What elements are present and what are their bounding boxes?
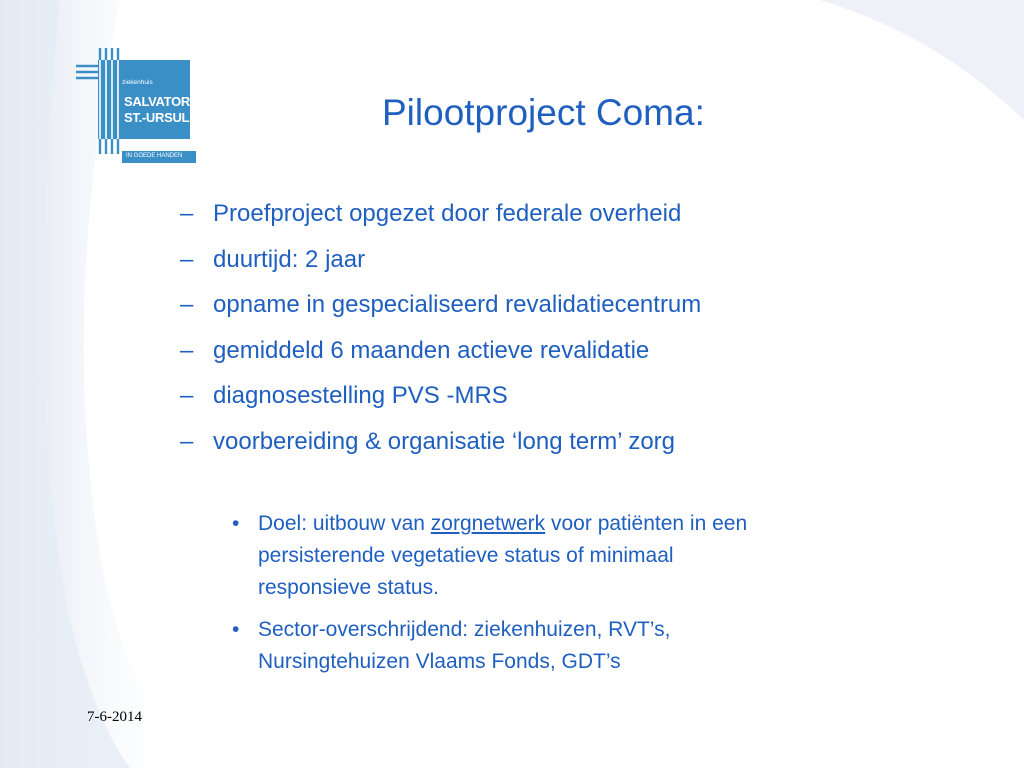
hospital-logo (70, 42, 200, 164)
logo-tagline: IN GOEDE HANDEN (126, 153, 183, 159)
list-item (180, 242, 701, 288)
list-item-text: voorbereiding & organisatie ‘long term’ zorg (213, 427, 676, 455)
zorgnetwerk-link[interactable]: zorgnetwerk (430, 512, 546, 535)
list-item (232, 614, 747, 678)
slide-date: 7-6-2014 (87, 709, 142, 725)
bullet-text-segment: voor patiënten in een (545, 512, 748, 535)
logo-name-line2: ST.-URSULA (124, 110, 199, 125)
bullet-text-line (258, 508, 747, 540)
list-item-text: duurtijd: 2 jaar (213, 245, 366, 273)
dash-marker: – (180, 427, 194, 455)
list-item-text: opname in gespecialiseerd revalidatiecentrum (213, 291, 702, 318)
list-item (180, 196, 701, 242)
dash-marker: – (180, 291, 194, 318)
list-item (180, 287, 701, 333)
dash-marker: – (180, 200, 194, 227)
bullet-text-line: Nursingtehuizen Vlaams Fonds, GDT’s (258, 650, 621, 673)
list-item (180, 378, 701, 424)
bullet-list (232, 508, 747, 688)
list-item-text: Proefproject opgezet door federale overheid (213, 200, 682, 227)
bullet-marker: • (232, 512, 240, 535)
bullet-text-line: Sector-overschrijdend: ziekenhuizen, RVT’s, (258, 618, 671, 641)
list-item (232, 508, 747, 604)
dash-list (180, 196, 701, 469)
bullet-text-segment: Doel: uitbouw van (258, 512, 431, 535)
list-item (180, 333, 701, 379)
list-item (180, 424, 701, 470)
list-item-text: diagnosestelling PVS -MRS (213, 382, 508, 409)
dash-marker: – (180, 382, 194, 409)
logo-caption: ziekenhuis (122, 79, 153, 86)
list-item-text: gemiddeld 6 maanden actieve revalidatie (213, 336, 650, 364)
dash-marker: – (180, 245, 194, 273)
bullet-text-line: persisterende vegetatieve status of minimaal (258, 544, 674, 567)
logo-name-line1: SALVATOR (124, 94, 190, 109)
bullet-marker: • (232, 618, 240, 641)
bullet-text-line: responsieve status. (258, 576, 439, 599)
slide-title: Pilootproject Coma: (382, 92, 705, 133)
dash-marker: – (180, 336, 194, 364)
